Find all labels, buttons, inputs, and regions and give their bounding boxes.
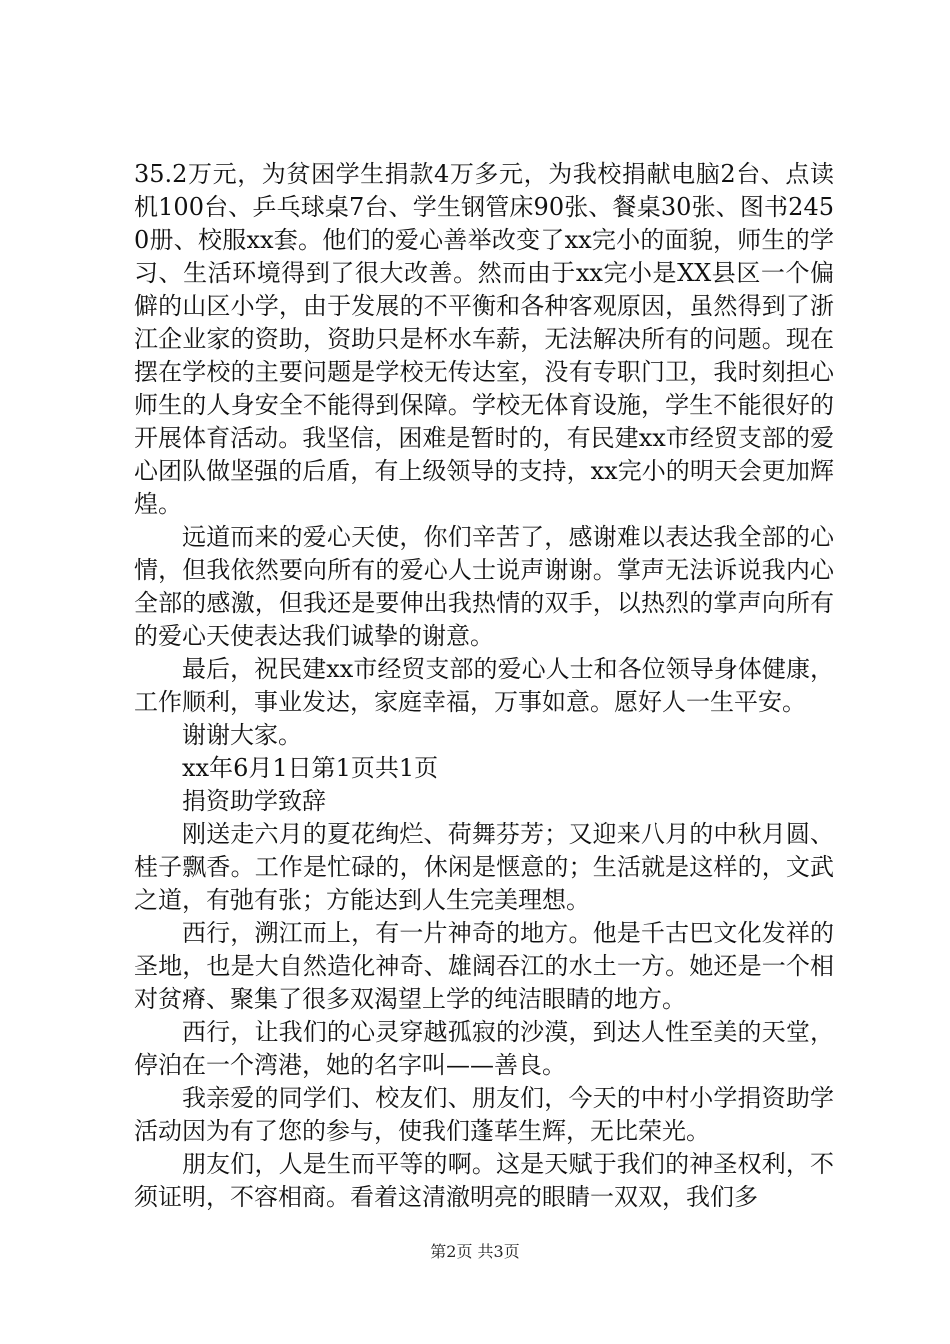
paragraph: 远道而来的爱心天使，你们辛苦了，感谢难以表达我全部的心情，但我依然要向所有的爱心人士说声谢谢。掌声无法诉说我内心全部的感激，但我还是要伸出我热情的双手，以热烈的掌声向所有的爱心天使表达我们诚挚的谢意。 xyxy=(134,523,834,650)
paragraph: xx年6月1日第1页共1页 xyxy=(182,754,439,782)
paragraph: 我亲爱的同学们、校友们、朋友们，今天的中村小学捐资助学活动因为有了您的参与，使我们蓬荜生辉，无比荣光。 xyxy=(134,1084,834,1145)
paragraph: 最后，祝民建xx市经贸支部的爱心人士和各位领导身体健康，工作顺利，事业发达，家庭幸福，万事如意。愿好人一生平安。 xyxy=(134,655,834,716)
paragraph: 朋友们，人是生而平等的啊。这是天赋于我们的神圣权利，不须证明，不容相商。看着这清澈明亮的眼睛一双双，我们多 xyxy=(134,1150,834,1211)
paragraph: 西行，溯江而上，有一片神奇的地方。他是千古巴文化发祥的圣地，也是大自然造化神奇、雄阔吞江的水土一方。她还是一个相对贫瘠、聚集了很多双渴望上学的纯洁眼睛的地方。 xyxy=(134,919,834,1013)
paragraph: 刚送走六月的夏花绚烂、荷舞芬芳；又迎来八月的中秋月圆、桂子飘香。工作是忙碌的，休闲是惬意的；生活就是这样的，文武之道，有弛有张；方能达到人生完美理想。 xyxy=(134,820,834,914)
paragraph: 谢谢大家。 xyxy=(182,721,302,749)
paragraph: 35.2万元，为贫困学生捐款4万多元，为我校捐献电脑2台、点读机100台、乒乓球桌7台、学生钢管床90张、餐桌30张、图书2450册、校服xx套。他们的爱心善举改变了xx完小的面貌，师生的学习、生活环境得到了很大改善。然而由于xx完小是XX县区一个偏僻的山区小学，由于发展的不平衡和各种客观原因，虽然得到了浙江企业家的资助，资助只是杯水车薪，无法解决所有的问题。现在摆在学校的主要问题是学校无传达室，没有专职门卫，我时刻担心师生的人身安全不能得到保障。学校无体育设施，学生不能很好的开展体育活动。我坚信，困难是暂时的，有民建xx市经贸支部的爱心团队做坚强的后盾，有上级领导的支持，xx完小的明天会更加辉煌。 xyxy=(134,160,834,518)
section-title: 捐资助学致辞 xyxy=(182,787,326,815)
document-body xyxy=(134,158,834,1214)
page-footer: 第2页 共3页 xyxy=(430,1242,520,1261)
paragraph: 西行，让我们的心灵穿越孤寂的沙漠，到达人性至美的天堂，停泊在一个湾港，她的名字叫——善良。 xyxy=(134,1018,834,1079)
